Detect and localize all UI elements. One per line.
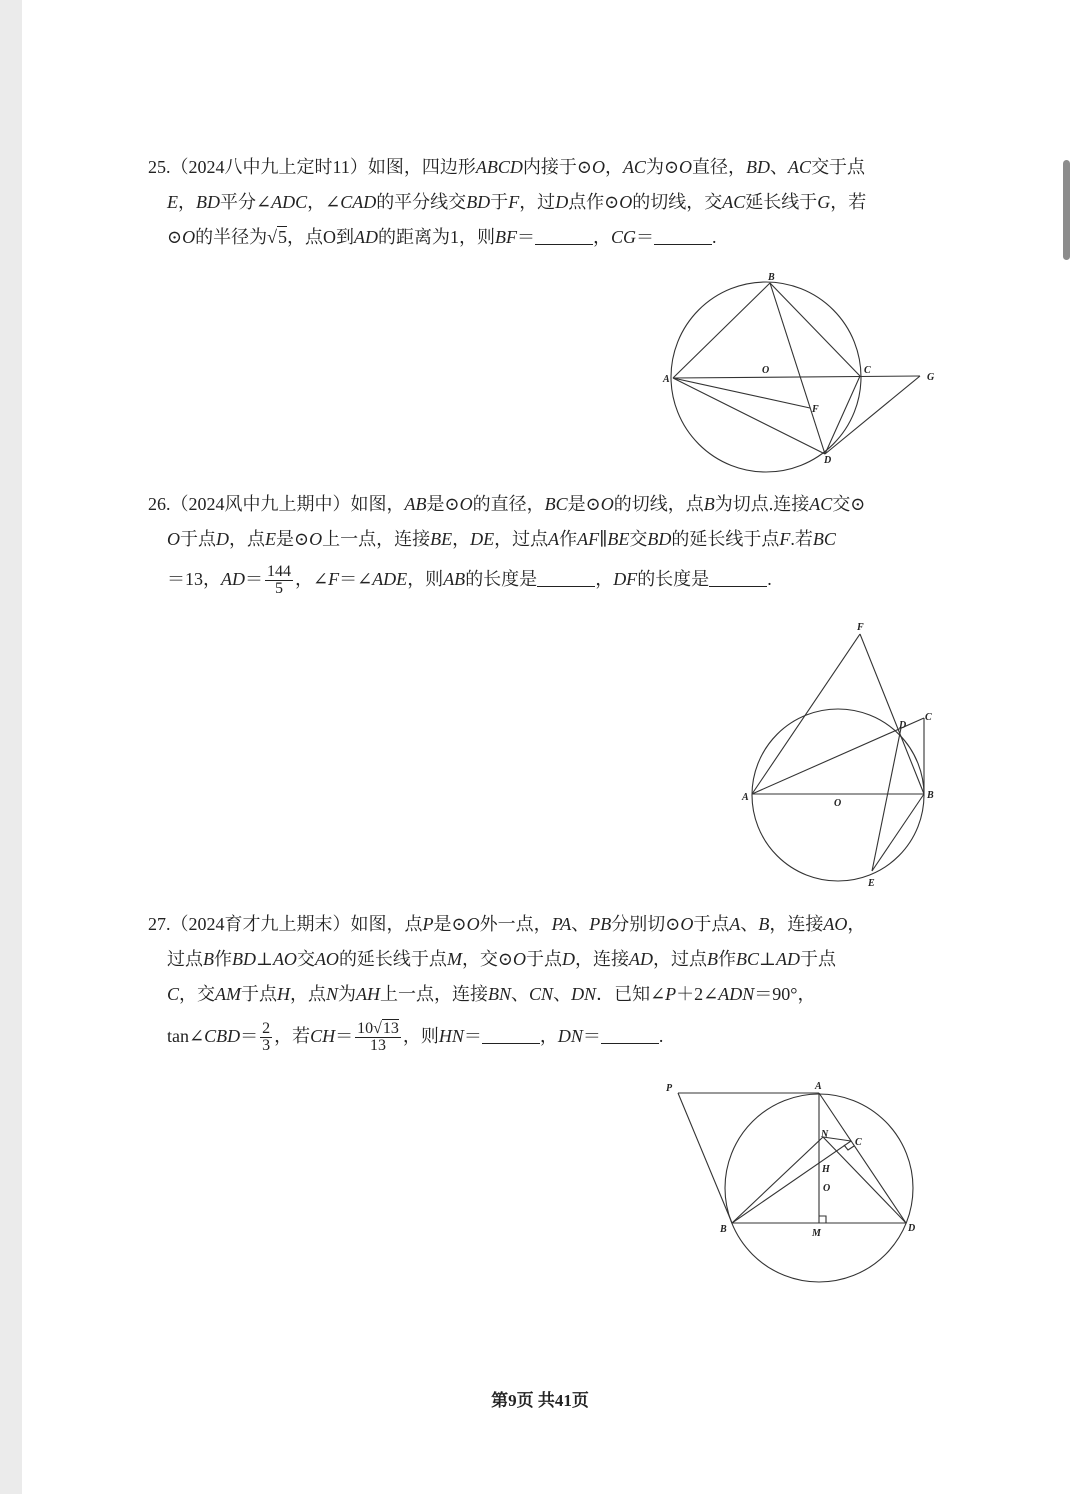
fraction: $\frac{2}{3}$ [262, 1020, 271, 1055]
point-label: O [823, 1183, 831, 1194]
answer-blank[interactable] [537, 568, 595, 587]
problem-25-line-3: ⊙O的半径为√5，点O到AD的距离为1，则BF＝ ，CG＝ . [167, 227, 717, 247]
problem-26-line-3: ＝13，AD＝ $\frac{144}{5}$ ，∠F＝∠ADE，则AB的长度是 ，DF的长度是 . [167, 563, 772, 598]
point-label: F [812, 404, 819, 415]
point-label: G [927, 372, 935, 383]
point-label: O [762, 365, 770, 376]
point-label: B [927, 790, 934, 801]
figure-25 [660, 270, 950, 470]
point-label: B [768, 272, 775, 283]
figure-27 [660, 1075, 930, 1290]
answer-blank[interactable] [601, 1025, 659, 1044]
problem-25-line-1: 25.（2024八中九上定时11）如图，四边形ABCD内接于⊙O，AC为⊙O直径，BD、AC交于点 [148, 157, 866, 177]
problem-26 [148, 487, 968, 601]
point-label: C [864, 365, 871, 376]
point-label: D [824, 455, 832, 466]
problem-27 [148, 907, 968, 1060]
point-label: D [899, 720, 907, 731]
problem-27-line-1: 27.（2024育才九上期末）如图，点P是⊙O外一点，PA、PB分别切⊙O于点A、B，连接AO， [148, 914, 866, 934]
point-label: E [868, 878, 875, 889]
point-label: A [663, 374, 670, 385]
figure-26 [738, 620, 948, 890]
page-footer: 第9页 共41页 [491, 1391, 589, 1410]
scrollbar-thumb[interactable] [1063, 160, 1070, 260]
problem-26-line-1: 26.（2024风中九上期中）如图，AB是⊙O的直径，BC是⊙O的切线，点B为切点.连接AC交⊙ [148, 494, 866, 514]
point-label: A [742, 792, 749, 803]
point-label: N [821, 1129, 829, 1140]
point-label: D [908, 1223, 916, 1234]
point-label: H [822, 1164, 830, 1175]
answer-blank[interactable] [709, 568, 767, 587]
problem-27-line-3: C，交AM于点H，点N为AH上一点，连接BN、CN、DN．已知∠P＋2∠ADN＝90°， [167, 984, 816, 1004]
fraction: $\frac{144}{5}$ [267, 563, 291, 598]
point-label: C [855, 1137, 862, 1148]
problem-27-line-2: 过点B作BD⊥AO交AO的延长线于点M，交⊙O于点D，连接AD，过点B作BC⊥AD于点 [167, 949, 836, 969]
point-label: B [720, 1224, 727, 1235]
point-label: O [834, 798, 842, 809]
point-label: F [857, 622, 864, 633]
answer-blank[interactable] [535, 226, 593, 245]
point-label: M [812, 1228, 821, 1239]
problem-25 [148, 150, 968, 255]
problem-27-line-4: tan∠CBD＝ $\frac{2}{3}$ ，若CH＝ $\frac{10√13}{13}$ ，则HN＝ ，DN＝ . [167, 1020, 664, 1055]
answer-blank[interactable] [654, 226, 712, 245]
point-label: P [666, 1083, 673, 1094]
fraction: $\frac{10√13}{13}$ [357, 1020, 399, 1055]
problem-25-line-2: E，BD平分∠ADC，∠CAD的平分线交BD于F，过D点作⊙O的切线，交AC延长线于G，若 [167, 192, 867, 212]
point-label: A [815, 1081, 822, 1092]
problem-26-line-2: O于点D，点E是⊙O上一点，连接BE，DE，过点A作AF∥BE交BD的延长线于点F.若BC [167, 529, 836, 549]
answer-blank[interactable] [482, 1025, 540, 1044]
point-label: C [925, 712, 932, 723]
